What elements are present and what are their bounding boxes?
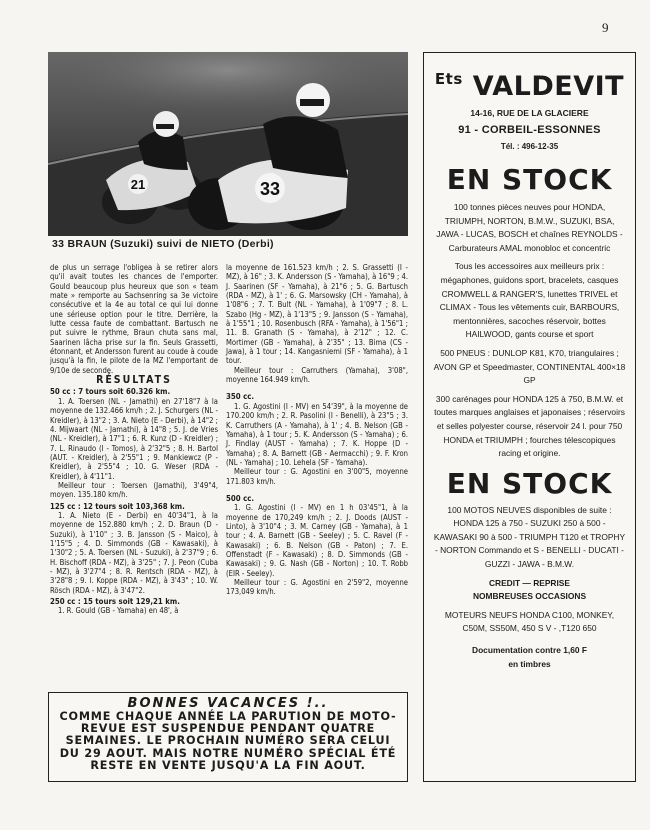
race-photo-illustration: [48, 52, 408, 236]
ad-occasions: NOMBREUSES OCCASIONS: [472, 591, 587, 602]
ad-city: 91 - CORBEIL-ESSONNES: [458, 124, 601, 136]
ad-brand-prefix: Ets: [434, 70, 463, 88]
ad-accessories-paragraph: Tous les accessoires aux meilleurs prix : mégaphones, guidons sport, bracelets, casques CROMWELL & RANGER'S, lunettes TRIVEL et CLIMAX - Tous les vêtements cuir, BARBOURS, mentonnières, sacoches réservoir, bottes HAILWOOD, gants course et sport: [439, 261, 620, 340]
ad-address: 14-16, RUE DE LA GLACIERE: [470, 108, 589, 118]
results-350-title: 350 cc.: [226, 392, 255, 402]
ad-parts-paragraph: 100 tonnes pièces neuves pour HONDA, TRIUMPH, NORTON, B.M.W., SUZUKI, BSA, JAWA - LUCAS, BOSCH et chaînes REYNOLDS - Carburateurs AMAL monobloc et concentric: [436, 202, 623, 253]
results-500-best-lap: Meilleur tour : G. Agostini en 2'59"2, moyenne 173,049 km/h.: [226, 578, 408, 597]
ad-documentation-stamps: en timbres: [508, 658, 551, 669]
article-middle-column: [226, 263, 408, 597]
race-photo: [48, 52, 408, 236]
article-left-column: [50, 263, 218, 616]
ad-motorcycles-paragraph: 100 MOTOS NEUVES disponibles de suite : HONDA 125 à 750 - SUZUKI 250 à 500 - KAWASAKI 90 à 500 - TRIUMPH T120 et TROPHY - NORTON Commando et S - BENELLI - DUCATI - GUZZI - JAWA - B.M.W.: [433, 504, 626, 570]
ad-engines-paragraph: MOTEURS NEUFS HONDA C100, MONKEY, C50M, SS50M, 450 S V - ,T120 650: [444, 609, 615, 634]
page-number: 9: [602, 20, 609, 35]
rider-back-number: 21: [130, 177, 146, 192]
results-250-title: 250 cc : 15 tours soit 129,21 km.: [50, 597, 180, 607]
results-250-body: 1. R. Gould (GB - Yamaha) en 48', à: [58, 606, 179, 616]
notice-body: COMME CHAQUE ANNÉE LA PARUTION DE MOTO-REVUE EST SUSPENDUE PENDANT QUATRE SEMAINES. LE PROCHAIN NUMÉRO SERA CELUI DU 29 AOUT. MAIS NOTRE NUMÉRO SPÉCIAL ÉTÉ RESTE EN VENTE JUSQU'A LA FIN AOUT.: [59, 710, 397, 772]
results-header: RÉSULTATS: [96, 374, 172, 387]
results-50-best-lap: Meilleur tour : Toersen (Jamathi), 3'49"4, moyen. 135.180 km/h.: [50, 480, 218, 500]
results-125-title: 125 cc : 12 tours soit 103,368 km.: [50, 501, 185, 511]
ad-stock-title-1: EN STOCK: [446, 163, 613, 196]
results-500-body: 1. G. Agostini (I - MV) en 1 h 03'45"1, à la moyenne de 170,249 km/h ; 2. J. Doods (AUST - Linto), à 3'10"4 ; 3. M. Carney (GB - Yamaha), à 1 tour ; 4. A. Barnett (GB - Seeley) ; 5. C. Ravel (F - Kawasaki) ; 6. B. Nelson (GB - Paton) ; 7. E. Offenstadt (F - Kawasaki) ; 8. D. Simmonds (GB - Kawasaki) ; 9. G. Nash (GB - Norton) ; 10. T. Robb (EIR - Seeley).: [226, 503, 408, 578]
ad-fairings-paragraph: 300 carénages pour HONDA 125 à 750, B.M.W. et toutes marques anglaises et japonaises ; réservoirs et selles polyester course, réservoir 24 l. pour 750 HONDA et TRIUMPH ; fourches télescopiques racing et origine.: [434, 393, 625, 459]
ad-phone: Tél. : 496-12-35: [500, 142, 559, 151]
results-250-continued: la moyenne de 161.523 km/h ; 2. S. Grassetti (I - MZ), à 16" ; 3. K. Andersson (S - Yamaha), à 16"9 ; 4. J. Saarinen (SF - Yamaha), à 21"6 ; 5. G. Bartusch (RDA - MZ), à 1' ; 6. G. Marsowsky (CH - Yamaha), à 1'08"6 ; 7. T. Bult (NL - Yamaha), à 1'09"7 ; 8. L. Szabo (Hg - MZ), à 1'13"5 ; 9. Jansson (S - Yamaha), à 1'55"1 ; 10. Rosenbusch (RFA - Yamaha), à 1'56"1 ; 11. B. Granath (S - Yamaha), à 2'12" ; 12. C. Mortimer (GB - Yamaha), à 2'35" ; 13. Bima (CS - Jawa), à 1 tour ; 14. Kangasniemi (SF - Yamaha), à 1 tour.: [226, 263, 408, 366]
ad-credit: CREDIT — REPRISE: [489, 577, 570, 588]
rider-front-number: 33: [259, 179, 281, 199]
article-paragraph: de plus un serrage l'obligea à se retirer alors qu'il avait toutes les chances de l'emporter. Gould beaucoup plus heureux que son « team mate » remporte au Sachsenring sa 3e victoire consécutive et la 4e au total ce qui lui donne une sérieuse option pour le titre. Derrière, la lutte cessa faute de combattant. Bartusch ne put suivre le rythme, Braun chuta sans mal, Saarinen lâcha prise sur la fin. Seuls Grassetti, étonnant, et Andersson furent au coude à coude jusqu'à la fin, le pilote de la MZ l'emportant de 9/10e de seconde.: [50, 263, 218, 375]
ad-stock-title-2: EN STOCK: [446, 466, 613, 500]
ad-brand: [424, 64, 635, 102]
ad-brand-name: VALDEVIT: [472, 71, 625, 102]
results-500-title: 500 cc.: [226, 493, 255, 503]
results-350-best-lap: Meilleur tour : G. Agostini en 3'00"5, moyenne 171.803 km/h.: [226, 467, 408, 486]
notice-title: BONNES VACANCES !..: [127, 696, 329, 711]
results-50-body: 1. A. Toersen (NL - Jamathi) en 27'18"7 à la moyenne de 132.466 km/h ; 2. J. Schurgers (NL - Kreidler), à 13"2 ; 3. A. Nieto (E - Derbi), à 14"2 ; 4. Mijwaart (NL - Jamathi), à 14"8 ; 5. J. de Vries (NL - Kreidler), à 17"1 ; 6. R. Kunz (D - Kreidler) ; 7. L. Rinaudo (I - Tomos), à 2'32"5 ; 8. H. Bartol (AUT. - Kreidler), à 2'55"1 ; 9. Mankiewcz (P - Kreidler), à 2'55"4 ; 10. G. Weser (RDA - Kreidler), à 4'11"1.: [50, 396, 218, 481]
vacation-notice: [48, 692, 408, 782]
results-125-body: 1. A. Nieto (E - Derbi) en 40'34"1, à la moyenne de 152.880 km/h ; 2. D. Braun (D - Suzuki), à 1'10" ; 3. B. Jansson (S - Maico), à 1'15"5 ; 4. D. Simmonds (GB - Kawasaki), à 1'30"2 ; 5. A. Toersen (NL - Suzuki), à 2'37"9 ; 6. H. Bischoff (RDA - MZ), à 3'25" ; 7. J. Peon (Cuba - MZ), à 3'27"4 ; 8. R. Rentsch (RDA - MZ), à 3'28"8 ; 9. I. Koppe (RDA - MZ), à 3'43" ; 10. W. Rösch (RDA - MZ), à 3'47"2.: [50, 510, 218, 595]
ad-documentation: Documentation contre 1,60 F: [472, 645, 587, 656]
valdevit-advertisement: [423, 52, 636, 782]
ad-tyres-paragraph: 500 PNEUS : DUNLOP K81, K70, triangulaires ; AVON GP et Speedmaster, CONTINENTAL 400×18 GP: [433, 347, 626, 386]
photo-caption: 33 BRAUN (Suzuki) suivi de NIETO (Derbi): [52, 238, 274, 250]
results-350-body: 1. G. Agostini (I - MV) en 54'39", à la moyenne de 170.200 km/h ; 2. R. Pasolini (I - Benelli), à 23"5 ; 3. K. Carruthers (A - Yamaha), à 1' ; 4. B. Nelson (GB - Yamaha), à 1 tour ; 5. K. Andersson (S - Yamaha) ; 6. J. Findlay (AUST - Yamaha) ; 7. K. Hoppe (D - Yamaha) ; 8. A. Barnett (GB - Aermacchi) ; 9. F. Kron (NL - Yamaha) ; 10. Lehela (SF - Yamaha).: [226, 401, 408, 467]
results-250-best-lap: Meilleur tour : Carruthers (Yamaha), 3'08", moyenne 164.949 km/h.: [226, 365, 408, 385]
results-50-title: 50 cc : 7 tours soit 60.326 km.: [50, 387, 171, 397]
